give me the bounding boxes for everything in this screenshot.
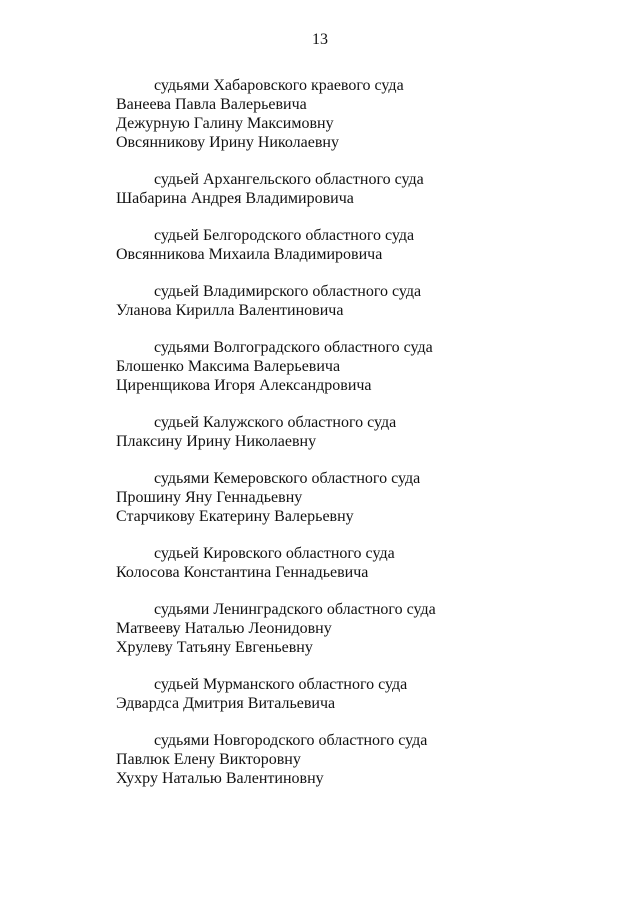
court-title: судьей Кировского областного суда [154, 545, 395, 562]
court-section [116, 76, 596, 152]
judge-name: Прошину Яну Геннадьевну [116, 489, 303, 506]
court-title: судьями Ленинградского областного суда [154, 601, 436, 618]
judge-name: Дежурную Галину Максимовну [116, 115, 334, 132]
judge-name: Старчикову Екатерину Валерьевну [116, 508, 354, 525]
court-section [116, 675, 596, 713]
court-section [116, 731, 596, 788]
judge-name: Уланова Кирилла Валентиновича [116, 302, 344, 319]
court-section [116, 170, 596, 208]
judge-name: Циренщикова Игоря Александровича [116, 377, 372, 394]
judge-name: Плаксину Ирину Николаевну [116, 433, 317, 450]
court-section [116, 469, 596, 526]
court-title: судьей Владимирского областного суда [154, 283, 422, 300]
judge-name: Овсянникову Ирину Николаевну [116, 134, 339, 151]
court-title: судьями Кемеровского областного суда [154, 470, 421, 487]
court-section [116, 413, 596, 451]
page-number: 13 [312, 31, 328, 48]
judge-name: Колосова Константина Геннадьевича [116, 564, 369, 581]
court-title: судьей Мурманского областного суда [154, 676, 408, 693]
court-title: судьей Белгородского областного суда [154, 227, 415, 244]
judge-name: Матвееву Наталью Леонидовну [116, 620, 332, 637]
court-title: судьями Волгоградского областного суда [154, 339, 433, 356]
judge-name: Овсянникова Михаила Владимировича [116, 246, 383, 263]
court-section [116, 544, 596, 582]
judge-name: Шабарина Андрея Владимировича [116, 190, 354, 207]
court-section [116, 600, 596, 657]
appointment-list [116, 76, 596, 806]
court-section [116, 338, 596, 395]
judge-name: Хрулеву Татьяну Евгеньевну [116, 639, 313, 656]
court-section [116, 282, 596, 320]
court-section [116, 226, 596, 264]
judge-name: Павлюк Елену Викторовну [116, 751, 301, 768]
court-title: судьей Калужского областного суда [154, 414, 397, 431]
judge-name: Блошенко Максима Валерьевича [116, 358, 341, 375]
judge-name: Ванеева Павла Валерьевича [116, 96, 307, 113]
court-title: судьями Новгородского областного суда [154, 732, 428, 749]
judge-name: Хухру Наталью Валентиновну [116, 770, 324, 787]
judge-name: Эдвардса Дмитрия Витальевича [116, 695, 336, 712]
court-title: судьями Хабаровского краевого суда [154, 77, 404, 94]
court-title: судьей Архангельского областного суда [154, 171, 424, 188]
